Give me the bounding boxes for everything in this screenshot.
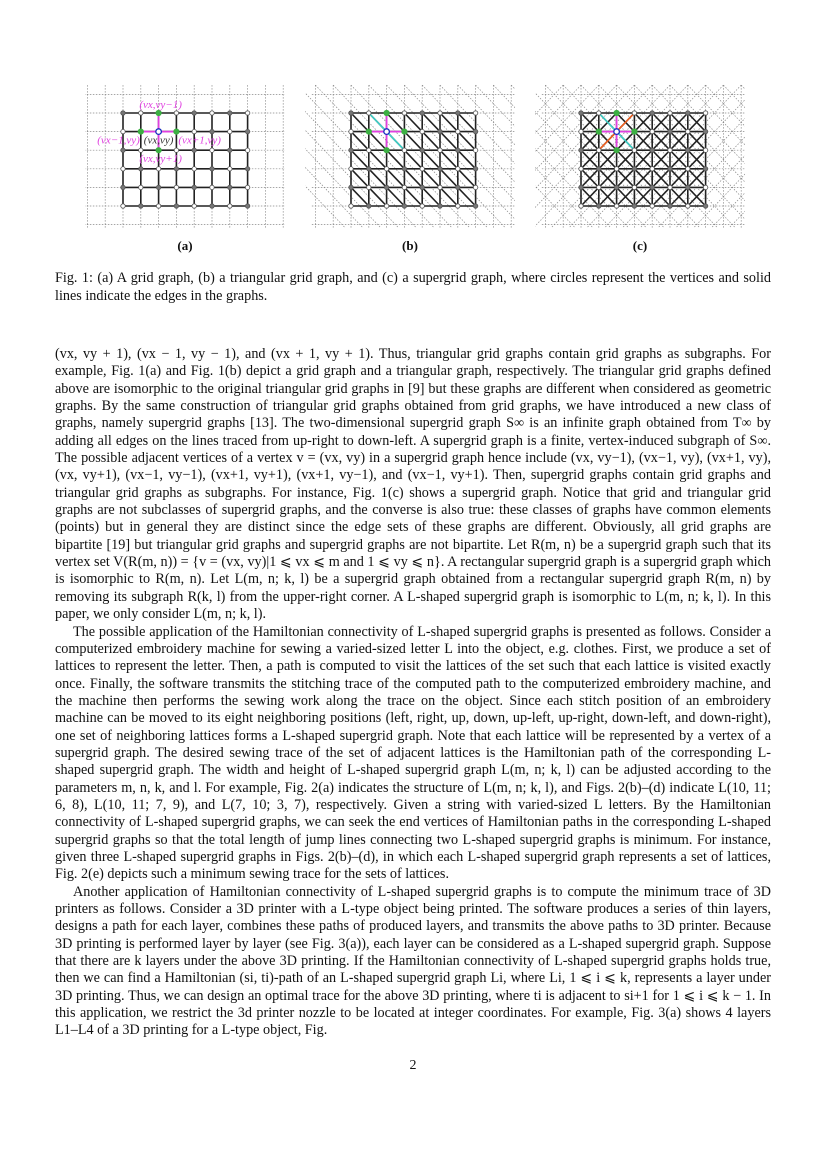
- graph-edge: [369, 132, 387, 151]
- vertex: [597, 185, 601, 189]
- vertex: [174, 167, 178, 171]
- vertex: [121, 148, 125, 152]
- vertex: [703, 148, 707, 152]
- vertex: [174, 148, 178, 152]
- vertex: [245, 167, 249, 171]
- vertex: [156, 167, 160, 171]
- graph-edge: [422, 132, 440, 151]
- paragraph: The possible application of the Hamiltonian connectivity of L-shaped supergrid graphs is presented as follows. Consider a computerized embroidery machine for sewing a varied-sized letter L into the object, e.g. clothes. First, we produce a set of lattices to represent the letter. Then, a path is computed to visit the lattices of the set such that each lattice is visited exactly once. Finally, the software transmits the stitching trace of the computed path to the computerized embroidery machine, and the machine then performs the sewing work along the trace on the object. Since each stitch position of an embroidery machine can be moved to its eight neighboring positions (left, right, up, down, up-left, up-right, down-left, and down-right), one set of neighboring lattices forms a L-shaped supergrid graph. Note that each lattice will be represented by a vertex of a supergrid graph. The desired sewing trace of the set of adjacent lattices is the Hamiltonian path of the corresponding L-shaped supergrid graph. The width and height of L-shaped supergrid graph L(m, n; k, l) can be adjusted according to the parameters m, n, k, and l. For example, Fig. 2(a) indicates the structure of L(m, n; k, l), and Figs. 2(b)–(d) indicate L(10, 11; 6, 8), L(10, 11; 7, 9), and L(7, 10; 3, 7), respectively. Given a string with varied-sized L letters. By the Hamiltonian connectivity of L-shaped supergrid graphs, we can seek the end vertices of Hamiltonian paths in the corresponding L-shaped supergrid graphs so that the total length of jump lines connecting two L-shaped supergrid graphs is minimum. For instance, given three L-shaped supergrid graphs in Figs. 2(b)–(d), in which each L-shaped supergrid graph represents a set of lattices, Fig. 2(e) depicts such a minimum sewing trace for the sets of lattices.: [55, 623, 771, 883]
- vertex: [228, 167, 232, 171]
- vertex: [579, 167, 583, 171]
- vertex: [121, 204, 125, 208]
- vertex-label-up: (vx,vy−1): [139, 99, 182, 111]
- vertex: [686, 167, 690, 171]
- vertex: [668, 111, 672, 115]
- vertex: [668, 204, 672, 208]
- vertex: [632, 167, 636, 171]
- vertex: [668, 148, 672, 152]
- vertex: [456, 111, 460, 115]
- vertex: [420, 185, 424, 189]
- vertex: [228, 204, 232, 208]
- dotted-diagonal: [535, 85, 563, 228]
- vertex: [420, 129, 424, 133]
- neighbor-vertex: [366, 129, 371, 134]
- subfigure-label-c: (c): [632, 238, 648, 253]
- vertex: [210, 111, 214, 115]
- neighbor-vertex: [402, 129, 407, 134]
- center-vertex: [384, 129, 390, 135]
- graph-edge: [351, 132, 369, 151]
- graph-edge: [387, 169, 405, 188]
- vertex: [703, 129, 707, 133]
- vertex-label-center: (vx,vy): [143, 134, 174, 147]
- vertex: [228, 185, 232, 189]
- vertex: [668, 167, 672, 171]
- vertex: [650, 129, 654, 133]
- vertex: [139, 167, 143, 171]
- vertex: [650, 185, 654, 189]
- center-vertex: [156, 129, 162, 135]
- vertex: [174, 111, 178, 115]
- subfigure-label-b: (b): [402, 238, 418, 253]
- body-text: [55, 346, 771, 1040]
- vertex: [686, 148, 690, 152]
- figure-caption: Fig. 1: (a) A grid graph, (b) a triangular grid graph, and (c) a supergrid graph, where circles represent the vertices and solid lines indicate the edges in the graphs.: [55, 270, 771, 304]
- vertex: [438, 148, 442, 152]
- graph-edge: [351, 150, 369, 169]
- graph-edge: [387, 187, 405, 206]
- vertex: [139, 204, 143, 208]
- vertex: [402, 111, 406, 115]
- vertex: [349, 185, 353, 189]
- graph-edge: [440, 187, 458, 206]
- graph-edge: [458, 169, 476, 188]
- vertex: [579, 129, 583, 133]
- vertex: [402, 148, 406, 152]
- dotted-diagonal: [706, 85, 745, 228]
- graph-edge: [404, 150, 422, 169]
- dotted-diagonal: [305, 85, 351, 228]
- vertex: [650, 204, 654, 208]
- graph-edge: [422, 113, 440, 132]
- vertex: [703, 185, 707, 189]
- dotted-diagonal: [706, 85, 745, 228]
- vertex: [703, 111, 707, 115]
- vertex: [349, 129, 353, 133]
- graph-edge: [440, 150, 458, 169]
- vertex: [686, 129, 690, 133]
- dotted-diagonal: [723, 85, 745, 228]
- neighbor-vertex: [156, 148, 161, 153]
- vertex: [384, 185, 388, 189]
- vertex: [456, 148, 460, 152]
- vertex: [139, 148, 143, 152]
- vertex: [579, 204, 583, 208]
- vertex: [473, 148, 477, 152]
- graph-edge: [369, 169, 387, 188]
- paragraph: (vx, vy + 1), (vx − 1, vy − 1), and (vx + 1, vy + 1). Thus, triangular grid graphs contain grid graphs as subgraphs. For example, Fig. 1(a) and Fig. 1(b) depict a grid graph and a triangular graph, respectively. The triangular grid graphs defined above are isomorphic to the original triangular grid graphs in [9] but these graphs are different when considered as geometric graphs. By the same construction of triangular grid graphs obtained from grid graphs, we have introduced a new class of graphs, namely supergrid graphs [13]. The two-dimensional supergrid graph S∞ is an infinite graph obtained from T∞ by adding all edges on the lines traced from up-right to down-left. A supergrid graph is a finite, vertex-induced subgraph of S∞. The possible adjacent vertices of a vertex v = (vx, vy) in a supergrid graph hence include (vx, vy−1), (vx−1, vy), (vx+1, vy), (vx, vy+1), (vx−1, vy−1), (vx+1, vy+1), (vx+1, vy−1), and (vx−1, vy+1). Then, supergrid graphs contain grid graphs and triangular grid graphs as subgraphs. For instance, Fig. 1(c) shows a supergrid graph. Notice that grid and triangular grid graphs are not subclasses of supergrid graphs, and the converse is also true: these classes of graphs have common elements (points) but in general they are distinct since the edge sets of these graphs are different. Obviously, all grid graphs are bipartite [19] but triangular grid graphs and supergrid graphs are not bipartite. Let R(m, n) be a supergrid graph such that its vertex set V(R(m, n)) = {v = (vx, vy)|1 ⩽ vx ⩽ m and 1 ⩽ vy ⩽ n}. A rectangular supergrid graph is a supergrid graph which is isomorphic to R(m, n). Let L(m, n; k, l) be a supergrid graph obtained from a rectangular supergrid graph R(m, n) by removing its subgraph R(k, l) from the upper-right corner. A L-shaped supergrid graph is isomorphic to L(m, n; k, l). In this paper, we only consider L(m, n; k, l).: [55, 346, 771, 623]
- vertex: [156, 185, 160, 189]
- graph-edge: [351, 187, 369, 206]
- graph-edge: [422, 169, 440, 188]
- vertex: [367, 204, 371, 208]
- neighbor-vertex: [596, 129, 601, 134]
- vertex: [367, 148, 371, 152]
- vertex: [402, 204, 406, 208]
- vertex: [245, 185, 249, 189]
- dotted-diagonal: [535, 85, 581, 228]
- vertex: [121, 129, 125, 133]
- dotted-diagonal: [723, 85, 745, 228]
- vertex: [473, 185, 477, 189]
- graph-edge: [404, 169, 422, 188]
- vertex: [349, 148, 353, 152]
- vertex: [192, 185, 196, 189]
- vertex: [349, 204, 353, 208]
- neighbor-vertex: [384, 148, 389, 153]
- vertex: [632, 148, 636, 152]
- graph-edge: [369, 150, 387, 169]
- neighbor-vertex: [156, 110, 161, 115]
- graph-edge: [458, 113, 476, 132]
- vertex: [473, 204, 477, 208]
- vertex: [245, 129, 249, 133]
- vertex: [456, 167, 460, 171]
- vertex: [579, 111, 583, 115]
- paragraph: Another application of Hamiltonian connectivity of L-shaped supergrid graphs is to compute the minimum trace of 3D printers as follows. Consider a 3D printer with a L-type object being printed. The software produces a series of thin layers, designs a path for each layer, combines these paths of produced layers, and transmits the above paths to 3D printer. Because 3D printing is performed layer by layer (see Fig. 3(a)), each layer can be considered as a L-shaped supergrid graph. Suppose that there are k layers under the above 3D printing. If the Hamiltonian connectivity of L-shaped supergrid graphs holds true, then we can find a Hamiltonian (si, ti)-path of an L-shaped supergrid graph Li, where Li, 1 ⩽ i ⩽ k, represents a layer under 3D printing. Thus, we can design an optimal trace for the above 3D printing, where ti is adjacent to si+1 for 1 ⩽ i ⩽ k − 1. In this application, we restrict the 3d printer nozzle to be located at integer coordinates. For example, Fig. 3(a) shows 4 layers L1–L4 of a 3D printing for a L-type object, Fig.: [55, 883, 771, 1039]
- vertex: [349, 111, 353, 115]
- vertex: [210, 148, 214, 152]
- vertex: [121, 111, 125, 115]
- vertex: [438, 129, 442, 133]
- page-number: 2: [409, 1058, 417, 1073]
- vertex: [245, 111, 249, 115]
- vertex: [156, 204, 160, 208]
- vertex: [438, 185, 442, 189]
- graph-edge: [458, 150, 476, 169]
- vertex: [228, 148, 232, 152]
- dotted-diagonal: [511, 85, 515, 228]
- vertex: [579, 185, 583, 189]
- vertex: [597, 148, 601, 152]
- graph-edge: [404, 113, 422, 132]
- vertex: [632, 185, 636, 189]
- vertex: [367, 167, 371, 171]
- vertex: [384, 204, 388, 208]
- vertex: [597, 111, 601, 115]
- vertex: [192, 111, 196, 115]
- vertex: [384, 167, 388, 171]
- vertex: [210, 129, 214, 133]
- neighbor-vertex: [632, 129, 637, 134]
- vertex: [632, 204, 636, 208]
- vertex: [420, 204, 424, 208]
- vertex: [473, 111, 477, 115]
- vertex: [703, 167, 707, 171]
- vertex: [614, 185, 618, 189]
- vertex: [139, 111, 143, 115]
- vertex: [228, 129, 232, 133]
- neighbor-vertex: [614, 110, 619, 115]
- graph-edge: [351, 113, 369, 132]
- vertex: [420, 148, 424, 152]
- vertex: [703, 204, 707, 208]
- graph-edge: [458, 132, 476, 151]
- vertex: [349, 167, 353, 171]
- vertex: [402, 185, 406, 189]
- graph-edge: [369, 187, 387, 206]
- vertex: [121, 167, 125, 171]
- graph-edge: [404, 187, 422, 206]
- graph-edge: [440, 169, 458, 188]
- vertex: [456, 204, 460, 208]
- vertex: [210, 204, 214, 208]
- vertex: [686, 111, 690, 115]
- neighbor-vertex: [614, 148, 619, 153]
- vertex: [614, 204, 618, 208]
- graph-edge: [458, 187, 476, 206]
- vertex: [597, 204, 601, 208]
- center-vertex: [614, 129, 620, 135]
- graph-edge: [351, 169, 369, 188]
- vertex: [438, 167, 442, 171]
- graph-edge: [440, 113, 458, 132]
- vertex: [121, 185, 125, 189]
- vertex: [245, 148, 249, 152]
- vertex-label-right: (vx+1,vy): [178, 134, 221, 147]
- vertex: [139, 185, 143, 189]
- neighbor-vertex: [174, 129, 179, 134]
- dotted-diagonal: [741, 85, 745, 228]
- vertex: [632, 111, 636, 115]
- vertex: [579, 148, 583, 152]
- figure-panel-c: [535, 78, 745, 228]
- vertex: [367, 185, 371, 189]
- vertex: [686, 204, 690, 208]
- graph-edge: [387, 150, 405, 169]
- graph-edge: [422, 150, 440, 169]
- vertex: [456, 185, 460, 189]
- vertex: [473, 167, 477, 171]
- vertex: [668, 185, 672, 189]
- vertex: [402, 167, 406, 171]
- graph-edge: [440, 132, 458, 151]
- vertex-label-left: (vx−1,vy): [97, 134, 140, 147]
- vertex: [245, 204, 249, 208]
- vertex: [420, 111, 424, 115]
- dotted-diagonal: [493, 85, 515, 228]
- dotted-diagonal: [476, 85, 515, 228]
- vertex: [228, 111, 232, 115]
- vertex: [650, 148, 654, 152]
- vertex: [192, 204, 196, 208]
- vertex: [174, 204, 178, 208]
- vertex: [420, 167, 424, 171]
- figure-panel-b: [305, 78, 515, 228]
- vertex: [614, 167, 618, 171]
- vertex: [438, 204, 442, 208]
- vertex: [438, 111, 442, 115]
- vertex: [456, 129, 460, 133]
- vertex: [668, 129, 672, 133]
- vertex: [210, 185, 214, 189]
- vertex-label-down: (vx,vy+1): [139, 153, 182, 166]
- vertex: [192, 148, 196, 152]
- vertex: [174, 185, 178, 189]
- graph-edge: [387, 113, 405, 132]
- neighbor-vertex: [384, 110, 389, 115]
- graph-edge: [404, 132, 422, 151]
- neighbor-vertex: [138, 129, 143, 134]
- vertex: [473, 129, 477, 133]
- vertex: [192, 129, 196, 133]
- graph-edge: [422, 187, 440, 206]
- vertex: [367, 111, 371, 115]
- dotted-diagonal: [535, 85, 581, 228]
- vertex: [650, 111, 654, 115]
- vertex: [192, 167, 196, 171]
- vertex: [686, 185, 690, 189]
- subfigure-label-a: (a): [177, 238, 193, 253]
- vertex: [210, 167, 214, 171]
- vertex: [597, 167, 601, 171]
- vertex: [650, 167, 654, 171]
- figure-panel-a: [85, 78, 285, 228]
